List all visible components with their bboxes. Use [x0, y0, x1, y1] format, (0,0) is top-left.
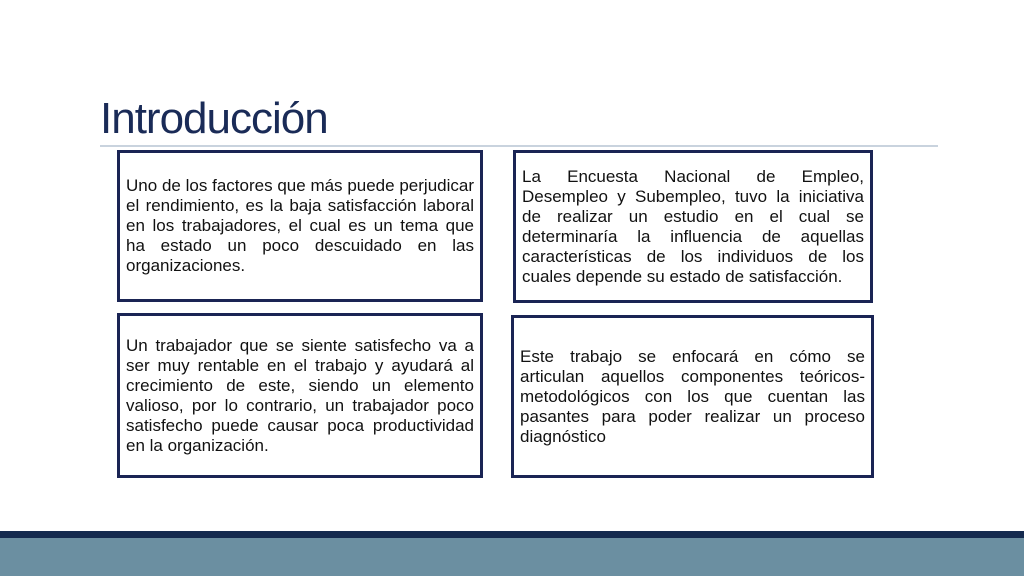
text-box-satisfied-worker: [117, 313, 483, 478]
text-box-satisfaction-factors: [117, 150, 483, 302]
text-box-content: Uno de los factores que más puede perjudicar el rendimiento, es la baja satisfacción laboral en los trabajadores, el cual es un tema que ha estado un poco descuidado en las organizaciones.: [126, 176, 474, 275]
text-box-content: Este trabajo se enfocará en cómo se articulan aquellos componentes teóricos-metodológicos con los que cuentan las pasantes para poder realizar un proceso diagnóstico: [520, 346, 865, 446]
title-underline: [100, 145, 938, 147]
text-box-content: La Encuesta Nacional de Empleo, Desempleo y Subempleo, tuvo la iniciativa de realizar un estudio en el cual se determinaría la influencia de aquellas características de los individuos de los cuales depende su estado de satisfacción.: [522, 166, 864, 286]
footer-bar-light: [0, 538, 1024, 576]
text-box-work-focus: [511, 315, 874, 478]
text-box-national-survey: [513, 150, 873, 303]
footer-bar-dark: [0, 531, 1024, 538]
text-box-content: Un trabajador que se siente satisfecho va a ser muy rentable en el trabajo y ayudará al crecimiento de este, siendo un elemento valioso, por lo contrario, un trabajador poco satisfecho puede causar poca productividad en la organización.: [126, 335, 474, 455]
slide-title: Introducción: [100, 94, 328, 143]
